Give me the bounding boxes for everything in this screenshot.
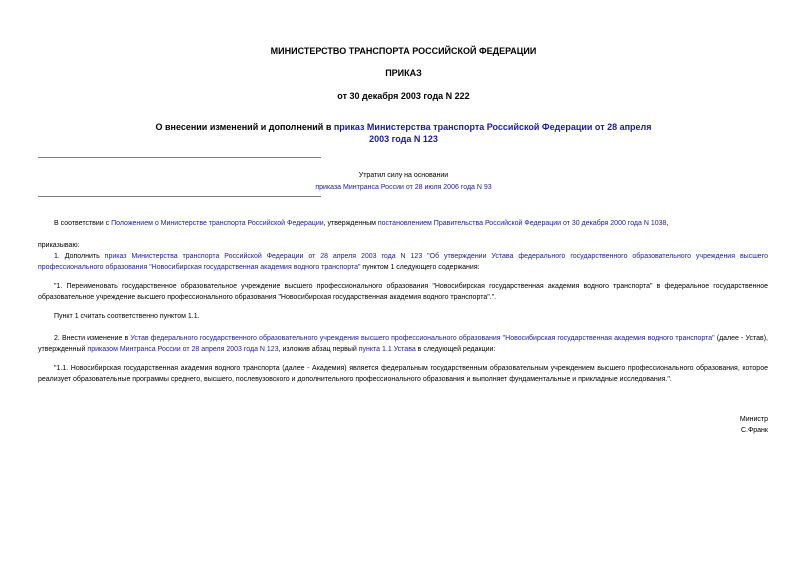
preamble-text-1: В соответствии с: [54, 220, 112, 227]
item-1-text-1: 1. Дополнить: [54, 253, 105, 260]
order-word: приказываю:: [38, 242, 80, 249]
status-note-link[interactable]: приказа Минтранса России от 28 июля 2006 года N 93: [315, 184, 492, 191]
item-2-text-2: (далее - Устав), утвержденный: [38, 335, 768, 353]
item-1-text-2: пунктом 1 следующего содержания:: [360, 264, 480, 271]
ministry-heading: МИНИСТЕРСТВО ТРАНСПОРТА РОССИЙСКОЙ ФЕДЕРАЦИИ: [270, 46, 537, 56]
divider-bottom: [38, 196, 321, 197]
preamble-text-2: , утвержденным: [323, 220, 378, 227]
status-note: [260, 170, 547, 194]
item-2-text-3: , изложив абзац первый: [278, 346, 359, 353]
order-123-link[interactable]: приказ Министерства транспорта Российской Федерации от 28 апреля 2003 года N 123 "Об утверждении Устава федерального государственного образовательного учреждения высшего профессионального образования "Новосибирская государственная академия водного транспорта": [38, 253, 768, 271]
government-decree-link[interactable]: постановлением Правительства Российской Федерации от 30 декабря 2000 года N 1038: [377, 220, 667, 227]
item-1-paragraph: [38, 251, 768, 273]
doc-type-heading: ПРИКАЗ: [385, 68, 422, 78]
divider-top: [38, 157, 321, 158]
charter-link[interactable]: Устав федерального государственного образовательного учреждения высшего профессионального образования "Новосибирская государственная академия водного транспорта": [130, 335, 715, 342]
preamble-paragraph: [38, 218, 768, 229]
item-2-text-1: 2. Внести изменение в: [54, 335, 131, 342]
mintrans-order-link[interactable]: приказом Минтранса России от 28 апреля 2003 года N 123: [87, 346, 279, 353]
quote-2-paragraph: "1.1. Новосибирская государственная академия водного транспорта (далее - Академия) является федеральным государственным образовательным учреждением высшего профессионального образования, которое реализует образовательные программы среднего, высшего, послевузовского и дополнительного профессионального образования и выполняет фундаментальные и прикладные исследования.".: [38, 365, 768, 383]
charter-clause-link[interactable]: пункта 1.1 Устава: [358, 346, 416, 353]
item-2-paragraph: [38, 333, 768, 355]
document-title: [150, 121, 657, 145]
signature-position: Министр: [739, 416, 768, 423]
regulation-link[interactable]: Положением о Министерстве транспорта Российской Федерации: [111, 220, 324, 227]
title-prefix: О внесении изменений и дополнений в: [155, 122, 334, 132]
signature-name: С.Франк: [740, 427, 768, 434]
item-2-text-4: в следующей редакции:: [415, 346, 496, 353]
preamble-text-3: ,: [666, 220, 669, 227]
title-order-link[interactable]: приказ Министерства транспорта Российской Федерации от 28 апреля 2003 года N 123: [333, 122, 652, 144]
quote-1-paragraph: "1. Переименовать государственное образовательное учреждение высшего профессионального образования "Новосибирская государственная академия водного транспорта" в федеральное государственное образовательное учреждение высшего профессионального образования "Новосибирская государственная академия водного транспорта".".: [38, 283, 768, 301]
status-note-text: Утратил силу на основании: [358, 172, 449, 179]
renumber-paragraph: Пункт 1 считать соответственно пунктом 1.1.: [54, 313, 200, 320]
date-number-heading: от 30 декабря 2003 года N 222: [337, 91, 470, 101]
